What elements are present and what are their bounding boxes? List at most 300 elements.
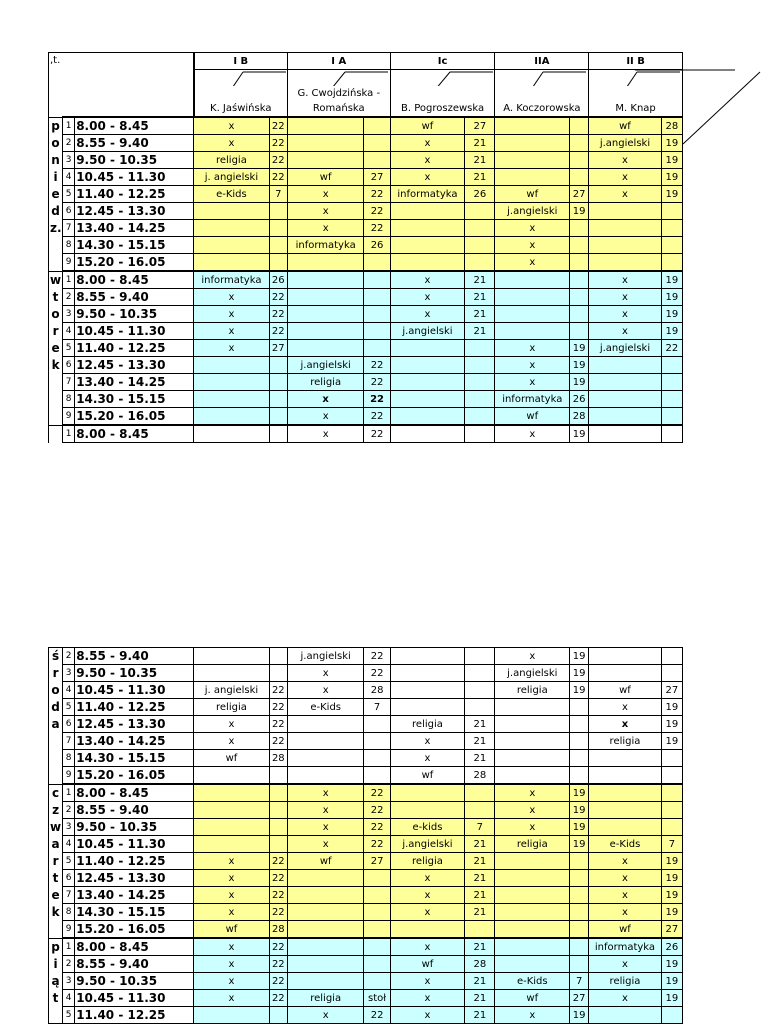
- subject-cell: religia: [495, 682, 570, 699]
- subject-cell: [390, 408, 465, 426]
- day-letter: z.: [50, 220, 62, 235]
- subject-cell: wf: [194, 750, 270, 767]
- room-cell: 22: [364, 784, 390, 802]
- subject-cell: e-Kids: [495, 973, 570, 990]
- room-cell: 22: [269, 323, 287, 340]
- lesson-time: 10.45 - 11.30: [75, 990, 194, 1007]
- subject-cell: [495, 152, 570, 169]
- room-cell: 28: [661, 117, 682, 135]
- room-cell: 22: [364, 203, 390, 220]
- room-cell: 22: [269, 938, 287, 956]
- lesson-row: [49, 391, 683, 408]
- lesson-number: 1: [63, 117, 75, 135]
- room-cell: [661, 802, 682, 819]
- room-cell: 7: [661, 836, 682, 853]
- room-cell: [269, 802, 287, 819]
- subject-cell: [390, 682, 465, 699]
- class-name: I B: [194, 53, 288, 70]
- room-cell: [269, 408, 287, 426]
- subject-cell: x: [495, 784, 570, 802]
- subject-cell: informatyka: [495, 391, 570, 408]
- room-cell: 22: [269, 169, 287, 186]
- room-cell: [570, 904, 589, 921]
- day-letter: t: [49, 990, 63, 1007]
- room-cell: 19: [661, 289, 682, 306]
- lesson-row: [49, 186, 683, 203]
- subject-cell: x: [495, 357, 570, 374]
- subject-cell: x: [194, 990, 270, 1007]
- room-cell: 22: [364, 220, 390, 237]
- subject-cell: x: [589, 306, 662, 323]
- room-cell: 26: [364, 237, 390, 254]
- room-cell: 19: [570, 836, 589, 853]
- lesson-time: 10.45 - 11.30: [75, 682, 194, 699]
- room-cell: 19: [661, 271, 682, 289]
- room-cell: 22: [269, 990, 287, 1007]
- room-cell: 22: [269, 887, 287, 904]
- subject-cell: x: [390, 887, 465, 904]
- subject-cell: [390, 921, 465, 939]
- lesson-row: [49, 117, 683, 135]
- room-cell: 21: [465, 973, 495, 990]
- room-cell: 19: [661, 306, 682, 323]
- subject-cell: x: [390, 973, 465, 990]
- room-cell: 21: [465, 323, 495, 340]
- lesson-row: [49, 271, 683, 289]
- room-cell: [364, 152, 390, 169]
- lesson-time: 9.50 - 10.35: [75, 665, 194, 682]
- room-cell: [465, 921, 495, 939]
- class-teacher-name: G. Cwojdzińska - Romańska: [287, 86, 390, 117]
- room-cell: [364, 340, 390, 357]
- lesson-number: 5: [63, 853, 75, 870]
- lesson-time: 13.40 - 14.25: [75, 374, 194, 391]
- subject-cell: [194, 408, 270, 426]
- subject-cell: religia: [194, 152, 270, 169]
- subject-cell: wf: [589, 117, 662, 135]
- room-cell: 19: [570, 802, 589, 819]
- subject-cell: [287, 254, 364, 272]
- day-letter: [49, 425, 63, 443]
- room-cell: 22: [364, 425, 390, 443]
- lesson-number: 6: [63, 203, 75, 220]
- subject-cell: j.angielski: [287, 357, 364, 374]
- lesson-time: 9.50 - 10.35: [75, 152, 194, 169]
- room-cell: [570, 887, 589, 904]
- day-letter: ś: [49, 648, 63, 665]
- subject-cell: [589, 648, 662, 665]
- room-cell: 22: [661, 340, 682, 357]
- room-cell: [661, 237, 682, 254]
- room-cell: 19: [661, 323, 682, 340]
- subject-cell: e-Kids: [287, 699, 364, 716]
- subject-cell: x: [287, 408, 364, 426]
- lesson-row: [49, 306, 683, 323]
- subject-cell: [287, 289, 364, 306]
- day-letter: a: [49, 716, 63, 733]
- room-cell: 21: [465, 887, 495, 904]
- room-cell: 22: [364, 357, 390, 374]
- room-cell: [661, 408, 682, 426]
- class-name: IIA: [495, 53, 589, 70]
- day-letter: o: [49, 682, 63, 699]
- subject-cell: [589, 802, 662, 819]
- lesson-number: 4: [63, 836, 75, 853]
- room-cell: [364, 289, 390, 306]
- subject-cell: [194, 665, 270, 682]
- subject-cell: [390, 699, 465, 716]
- room-cell: 19: [661, 990, 682, 1007]
- room-cell: 22: [364, 802, 390, 819]
- room-cell: 21: [465, 836, 495, 853]
- room-cell: [570, 169, 589, 186]
- lesson-time: 15.20 - 16.05: [75, 767, 194, 785]
- lesson-row: [49, 203, 683, 220]
- subject-cell: [194, 391, 270, 408]
- subject-cell: [495, 699, 570, 716]
- subject-cell: [287, 323, 364, 340]
- lesson-row: [49, 938, 683, 956]
- subject-cell: [287, 135, 364, 152]
- lesson-number: 9: [63, 921, 75, 939]
- day-letter: r: [49, 853, 63, 870]
- subject-cell: [287, 716, 364, 733]
- subject-cell: j. angielski: [194, 169, 270, 186]
- subject-cell: x: [194, 973, 270, 990]
- room-cell: 27: [269, 340, 287, 357]
- room-cell: 27: [661, 682, 682, 699]
- lesson-time: 8.00 - 8.45: [75, 271, 194, 289]
- subject-cell: [194, 784, 270, 802]
- lesson-time: 9.50 - 10.35: [75, 819, 194, 836]
- day-letter: d: [49, 699, 63, 716]
- room-cell: [570, 323, 589, 340]
- subject-cell: wf: [287, 169, 364, 186]
- subject-cell: [589, 408, 662, 426]
- subject-cell: x: [194, 306, 270, 323]
- subject-cell: [287, 340, 364, 357]
- lesson-number: 3: [63, 819, 75, 836]
- room-cell: 22: [269, 716, 287, 733]
- subject-cell: x: [287, 1007, 364, 1024]
- room-cell: 19: [661, 152, 682, 169]
- room-cell: [269, 391, 287, 408]
- subject-cell: [287, 870, 364, 887]
- room-cell: 22: [364, 374, 390, 391]
- room-cell: [570, 956, 589, 973]
- day-letter: o: [49, 306, 63, 323]
- room-cell: [465, 254, 495, 272]
- lesson-row: [49, 374, 683, 391]
- room-cell: 28: [570, 408, 589, 426]
- subject-cell: informatyka: [390, 186, 465, 203]
- lesson-number: 5: [63, 699, 75, 716]
- subject-cell: religia: [287, 374, 364, 391]
- room-cell: [465, 374, 495, 391]
- subject-cell: informatyka: [287, 237, 364, 254]
- lesson-number: 5: [63, 1007, 75, 1024]
- subject-cell: [495, 938, 570, 956]
- lesson-number: 4: [63, 682, 75, 699]
- subject-cell: [390, 391, 465, 408]
- subject-cell: [495, 853, 570, 870]
- subject-cell: wf: [287, 853, 364, 870]
- room-cell: [364, 117, 390, 135]
- subject-cell: [390, 357, 465, 374]
- lesson-number: 9: [63, 767, 75, 785]
- subject-cell: religia: [287, 990, 364, 1007]
- lesson-row: [49, 237, 683, 254]
- class-tutor-diagonal: [194, 70, 288, 87]
- room-cell: 19: [661, 186, 682, 203]
- room-cell: 22: [364, 1007, 390, 1024]
- lesson-number: 1: [63, 271, 75, 289]
- lesson-number: 7: [63, 374, 75, 391]
- subject-cell: x: [495, 819, 570, 836]
- subject-cell: x: [194, 938, 270, 956]
- subject-cell: x: [589, 990, 662, 1007]
- lesson-row: [49, 819, 683, 836]
- subject-cell: [194, 648, 270, 665]
- room-cell: 19: [661, 887, 682, 904]
- room-cell: [661, 391, 682, 408]
- subject-cell: [495, 169, 570, 186]
- room-cell: [570, 289, 589, 306]
- room-cell: 22: [269, 289, 287, 306]
- room-cell: [269, 237, 287, 254]
- subject-cell: [287, 921, 364, 939]
- lesson-row: [49, 357, 683, 374]
- room-cell: [570, 699, 589, 716]
- subject-cell: x: [287, 819, 364, 836]
- room-cell: 19: [661, 733, 682, 750]
- lesson-time: 14.30 - 15.15: [75, 391, 194, 408]
- room-cell: [661, 220, 682, 237]
- lesson-row: [49, 648, 683, 665]
- lesson-number: 1: [63, 938, 75, 956]
- room-cell: 27: [465, 117, 495, 135]
- room-cell: 27: [364, 169, 390, 186]
- subject-cell: wf: [589, 921, 662, 939]
- subject-cell: [495, 306, 570, 323]
- subject-cell: [390, 340, 465, 357]
- lesson-row: [49, 699, 683, 716]
- subject-cell: x: [390, 1007, 465, 1024]
- subject-cell: [495, 289, 570, 306]
- room-cell: [661, 357, 682, 374]
- lesson-time: 11.40 - 12.25: [75, 340, 194, 357]
- room-cell: [465, 408, 495, 426]
- room-cell: 27: [570, 186, 589, 203]
- room-cell: 21: [465, 135, 495, 152]
- room-cell: [570, 237, 589, 254]
- subject-cell: x: [287, 802, 364, 819]
- room-cell: [465, 784, 495, 802]
- room-cell: 19: [570, 648, 589, 665]
- timetable-page-1: [48, 52, 683, 443]
- day-letter: i: [49, 956, 63, 973]
- subject-cell: x: [589, 323, 662, 340]
- room-cell: [661, 1007, 682, 1024]
- lesson-time: 8.55 - 9.40: [75, 289, 194, 306]
- room-cell: 28: [269, 921, 287, 939]
- subject-cell: j. angielski: [194, 682, 270, 699]
- room-cell: 19: [570, 374, 589, 391]
- lesson-number: 1: [63, 784, 75, 802]
- subject-cell: [589, 425, 662, 443]
- lesson-time: 8.00 - 8.45: [75, 784, 194, 802]
- lesson-time: 8.00 - 8.45: [75, 938, 194, 956]
- subject-cell: x: [589, 699, 662, 716]
- room-cell: 19: [661, 853, 682, 870]
- subject-cell: religia: [390, 853, 465, 870]
- subject-cell: x: [194, 733, 270, 750]
- subject-cell: [194, 374, 270, 391]
- subject-cell: x: [589, 169, 662, 186]
- lesson-time: 12.45 - 13.30: [75, 870, 194, 887]
- day-letter: n: [49, 152, 63, 169]
- lesson-number: 5: [63, 186, 75, 203]
- room-cell: 21: [465, 306, 495, 323]
- subject-cell: [589, 750, 662, 767]
- lesson-time: 9.50 - 10.35: [75, 973, 194, 990]
- subject-cell: [287, 152, 364, 169]
- room-cell: [465, 699, 495, 716]
- room-cell: [661, 665, 682, 682]
- room-cell: [465, 425, 495, 443]
- subject-cell: wf: [390, 767, 465, 785]
- day-letter: p: [49, 117, 63, 135]
- subject-cell: x: [390, 135, 465, 152]
- timetable-page-2: [48, 647, 683, 1024]
- lesson-number: 2: [63, 648, 75, 665]
- subject-cell: wf: [194, 921, 270, 939]
- subject-cell: x: [589, 152, 662, 169]
- subject-cell: [589, 374, 662, 391]
- room-cell: 19: [661, 973, 682, 990]
- lesson-time: 10.45 - 11.30: [75, 323, 194, 340]
- room-cell: 19: [570, 784, 589, 802]
- room-cell: 22: [364, 819, 390, 836]
- room-cell: [364, 271, 390, 289]
- room-cell: [364, 323, 390, 340]
- lesson-time: 15.20 - 16.05: [75, 408, 194, 426]
- room-cell: 22: [269, 306, 287, 323]
- subject-cell: [194, 220, 270, 237]
- room-cell: 21: [465, 169, 495, 186]
- day-letter: k: [49, 357, 63, 374]
- room-cell: [661, 254, 682, 272]
- lesson-time: 12.45 - 13.30: [75, 203, 194, 220]
- room-cell: 19: [570, 425, 589, 443]
- subject-cell: j.angielski: [589, 135, 662, 152]
- subject-cell: [194, 254, 270, 272]
- lesson-row: [49, 682, 683, 699]
- subject-cell: [287, 750, 364, 767]
- day-letter: e: [49, 340, 63, 357]
- lesson-row: [49, 836, 683, 853]
- room-cell: [661, 648, 682, 665]
- room-cell: [364, 716, 390, 733]
- room-cell: [364, 956, 390, 973]
- lesson-number: 1: [63, 425, 75, 443]
- subject-cell: x: [589, 289, 662, 306]
- subject-cell: [495, 750, 570, 767]
- room-cell: [570, 938, 589, 956]
- subject-cell: [287, 271, 364, 289]
- subject-cell: informatyka: [589, 938, 662, 956]
- day-letter: e: [49, 887, 63, 904]
- lesson-time: 13.40 - 14.25: [75, 887, 194, 904]
- lesson-time: 12.45 - 13.30: [75, 716, 194, 733]
- subject-cell: [589, 237, 662, 254]
- lesson-row: [49, 289, 683, 306]
- lesson-number: 4: [63, 323, 75, 340]
- lesson-time: 13.40 - 14.25: [75, 220, 194, 237]
- room-cell: [364, 938, 390, 956]
- subject-cell: x: [589, 956, 662, 973]
- day-letter: [49, 408, 63, 426]
- room-cell: 22: [269, 853, 287, 870]
- room-cell: 26: [465, 186, 495, 203]
- subject-cell: x: [589, 716, 662, 733]
- lesson-row: [49, 733, 683, 750]
- subject-cell: x: [495, 802, 570, 819]
- subject-cell: x: [194, 870, 270, 887]
- subject-cell: x: [287, 836, 364, 853]
- subject-cell: [495, 271, 570, 289]
- timetable-body-1: [49, 117, 683, 443]
- subject-cell: j.angielski: [589, 340, 662, 357]
- subject-cell: x: [194, 904, 270, 921]
- subject-cell: [287, 733, 364, 750]
- lesson-time: 11.40 - 12.25: [75, 186, 194, 203]
- subject-cell: [287, 973, 364, 990]
- day-letter: [49, 767, 63, 785]
- subject-cell: [194, 767, 270, 785]
- day-letter: ą: [49, 973, 63, 990]
- class-tutor-diagonal: [390, 70, 495, 87]
- subject-cell: x: [390, 271, 465, 289]
- room-cell: 19: [570, 357, 589, 374]
- subject-cell: [589, 784, 662, 802]
- subject-cell: [589, 203, 662, 220]
- room-cell: 22: [364, 665, 390, 682]
- room-cell: [465, 682, 495, 699]
- room-cell: [364, 887, 390, 904]
- subject-cell: [194, 237, 270, 254]
- lesson-time: 14.30 - 15.15: [75, 237, 194, 254]
- room-cell: 21: [465, 904, 495, 921]
- lesson-time: 10.45 - 11.30: [75, 836, 194, 853]
- subject-cell: x: [390, 990, 465, 1007]
- subject-cell: [287, 306, 364, 323]
- lesson-row: [49, 169, 683, 186]
- room-cell: [269, 665, 287, 682]
- day-letter: z: [49, 802, 63, 819]
- room-cell: [269, 357, 287, 374]
- room-cell: 22: [269, 117, 287, 135]
- timetable-header: [49, 53, 683, 118]
- lesson-row: [49, 802, 683, 819]
- lesson-number: 7: [63, 733, 75, 750]
- room-cell: 26: [269, 271, 287, 289]
- subject-cell: [287, 956, 364, 973]
- subject-cell: x: [495, 340, 570, 357]
- subject-cell: x: [390, 152, 465, 169]
- class-tutor-diagonal: [589, 70, 683, 87]
- subject-cell: [194, 819, 270, 836]
